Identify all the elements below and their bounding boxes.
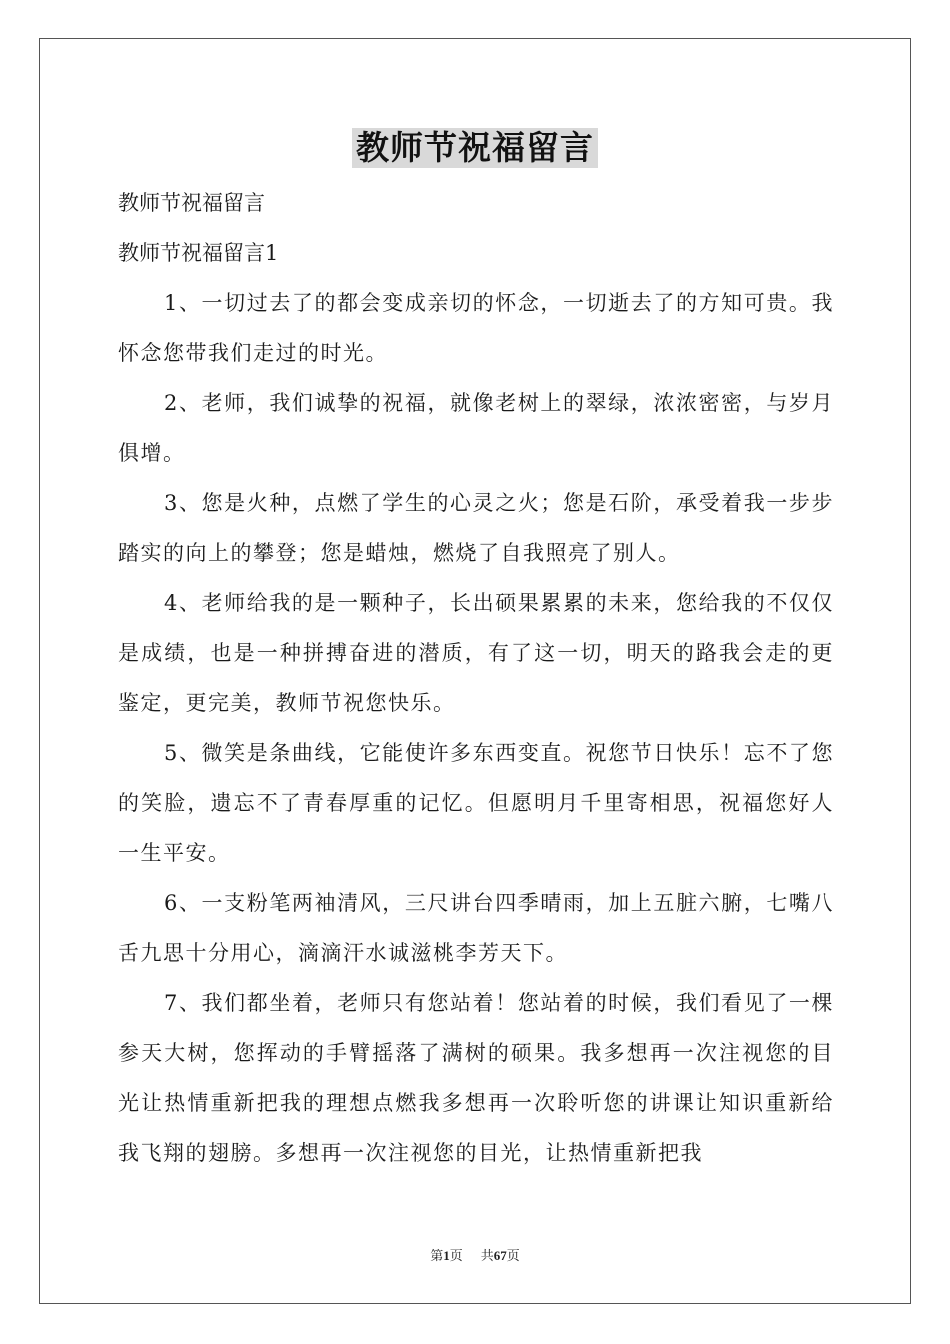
document-body [118,178,834,1178]
page-unit: 页 [449,1248,463,1263]
title-container [0,128,950,168]
paragraph-1: 1、一切过去了的都会变成亲切的怀念，一切逝去了的方知可贵。我怀念您带我们走过的时光。 [118,291,834,365]
total-unit: 页 [506,1248,520,1263]
page-footer [0,1246,950,1266]
section-heading: 教师节祝福留言1 [118,241,279,265]
paragraph-7: 7、我们都坐着，老师只有您站着！您站着的时候，我们看见了一棵参天大树，您挥动的手臂摇落了满树的硕果。我多想再一次注视您的目光让热情重新把我的理想点燃我多想再一次聆听您的讲课让知识重新给我飞翔的翅膀。多想再一次注视您的目光，让热情重新把我 [118,991,834,1165]
page-prefix: 第 [430,1248,444,1263]
paragraph-3: 3、您是火种，点燃了学生的心灵之火；您是石阶，承受着我一步步踏实的向上的攀登；您是蜡烛，燃烧了自我照亮了别人。 [118,491,834,565]
paragraph-4: 4、老师给我的是一颗种子，长出硕果累累的未来，您给我的不仅仅是成绩，也是一种拼搏奋进的潜质，有了这一切，明天的路我会走的更鉴定，更完美，教师节祝您快乐。 [118,591,834,715]
paragraph-2: 2、老师，我们诚挚的祝福，就像老树上的翠绿，浓浓密密，与岁月俱增。 [118,391,834,465]
paragraph-6: 6、一支粉笔两袖清风，三尺讲台四季晴雨，加上五脏六腑，七嘴八舌九思十分用心，滴滴汗水诚滋桃李芳天下。 [118,891,834,965]
page-total: 67 [493,1248,507,1263]
total-prefix: 共 [480,1248,494,1263]
document-subtitle: 教师节祝福留言 [118,191,265,215]
page-current: 1 [443,1248,450,1263]
paragraph-5: 5、微笑是条曲线，它能使许多东西变直。祝您节日快乐！忘不了您的笑脸，遗忘不了青春厚重的记忆。但愿明月千里寄相思，祝福您好人一生平安。 [118,741,834,865]
document-title: 教师节祝福留言 [352,128,598,168]
